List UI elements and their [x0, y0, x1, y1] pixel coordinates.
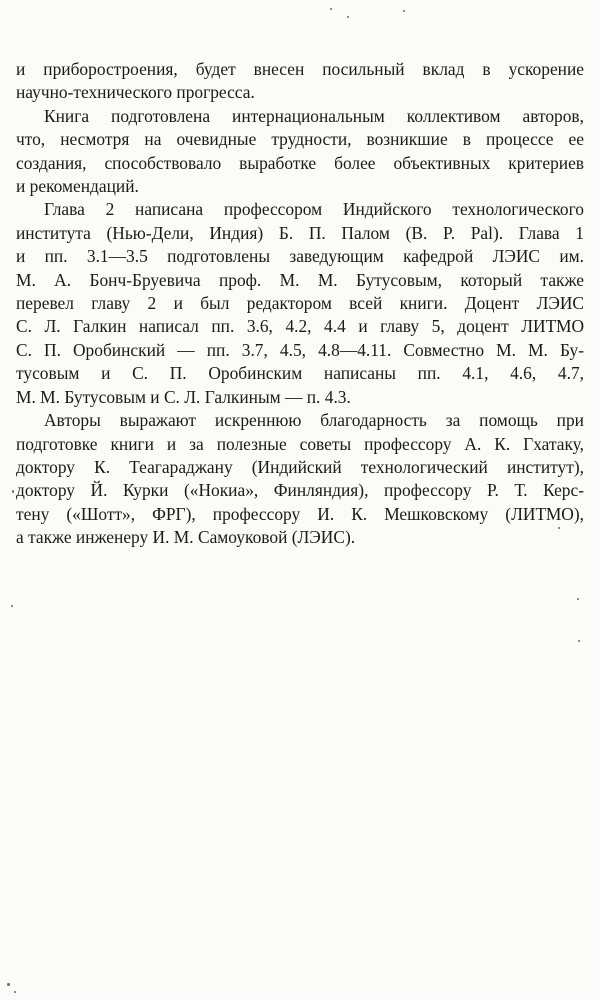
scan-speck — [14, 991, 16, 993]
scan-speck — [11, 605, 13, 607]
text-line: научно-технического прогресса. — [16, 82, 255, 103]
text-line: тусовым и С. П. Оробинским написаны пп. 4.1, 4.6, 4.7, — [16, 363, 584, 384]
scan-speck — [577, 598, 579, 600]
text-line: что, несмотря на очевидные трудности, возникшие в процессе ее — [16, 129, 584, 150]
text-line: Авторы выражают искреннюю благодарность за помощь при — [44, 410, 584, 431]
text-line: и рекомендаций. — [16, 176, 139, 197]
scan-speck — [347, 16, 349, 18]
text-line: и приборостроения, будет внесен посильный вклад в ускорение — [16, 59, 584, 79]
text-line: Книга подготовлена интернациональным коллективом авторов, — [44, 105, 584, 126]
text-line: и пп. 3.1—3.5 подготовлены заведующим кафедрой ЛЭИС им. — [16, 246, 584, 267]
text-line: а также инженеру И. М. Самоуковой (ЛЭИС). — [16, 527, 356, 548]
paragraph-2 — [16, 105, 584, 199]
text-line: подготовке книги и за полезные советы профессору А. К. Гхатаку, — [16, 433, 584, 454]
scan-speck — [403, 10, 405, 12]
paragraph-3 — [16, 198, 584, 409]
text-line: института (Нью-Дели, Индия) Б. П. Палом (B. P. Pal). Глава 1 — [16, 222, 584, 243]
text-line: доктору К. Теагараджану (Индийский технологический институт), — [16, 456, 584, 477]
text-line: С. Л. Галкин написал пп. 3.6, 4.2, 4.4 и главу 5, доцент ЛИТМО — [16, 316, 584, 337]
text-line: тену («Шотт», ФРГ), профессору И. К. Мешковскому (ЛИТМО), — [16, 503, 584, 524]
paragraph-4 — [16, 409, 584, 549]
text-line: доктору Й. Курки («Нокиа», Финляндия), профессору Р. Т. Керс- — [16, 480, 584, 501]
text-line: М. М. Бутусовым и С. Л. Галкиным — п. 4.3. — [16, 386, 351, 407]
scan-speck — [12, 490, 14, 493]
text-line: создания, способствовало выработке более объективных критериев — [16, 152, 584, 173]
scan-speck — [578, 640, 580, 642]
page-text — [16, 58, 584, 550]
scan-speck — [558, 527, 560, 529]
text-line: Глава 2 написана профессором Индийского технологического — [44, 199, 584, 220]
scan-speck — [330, 8, 332, 10]
text-line: С. П. Оробинский — пп. 3.7, 4.5, 4.8—4.11. Совместно М. М. Бу- — [16, 339, 584, 360]
text-line: перевел главу 2 и был редактором всей книги. Доцент ЛЭИС — [16, 293, 584, 314]
paragraph-1 — [16, 58, 584, 105]
scan-speck — [7, 983, 10, 986]
text-line: М. А. Бонч-Бруевича проф. М. М. Бутусовым, который также — [16, 269, 584, 290]
